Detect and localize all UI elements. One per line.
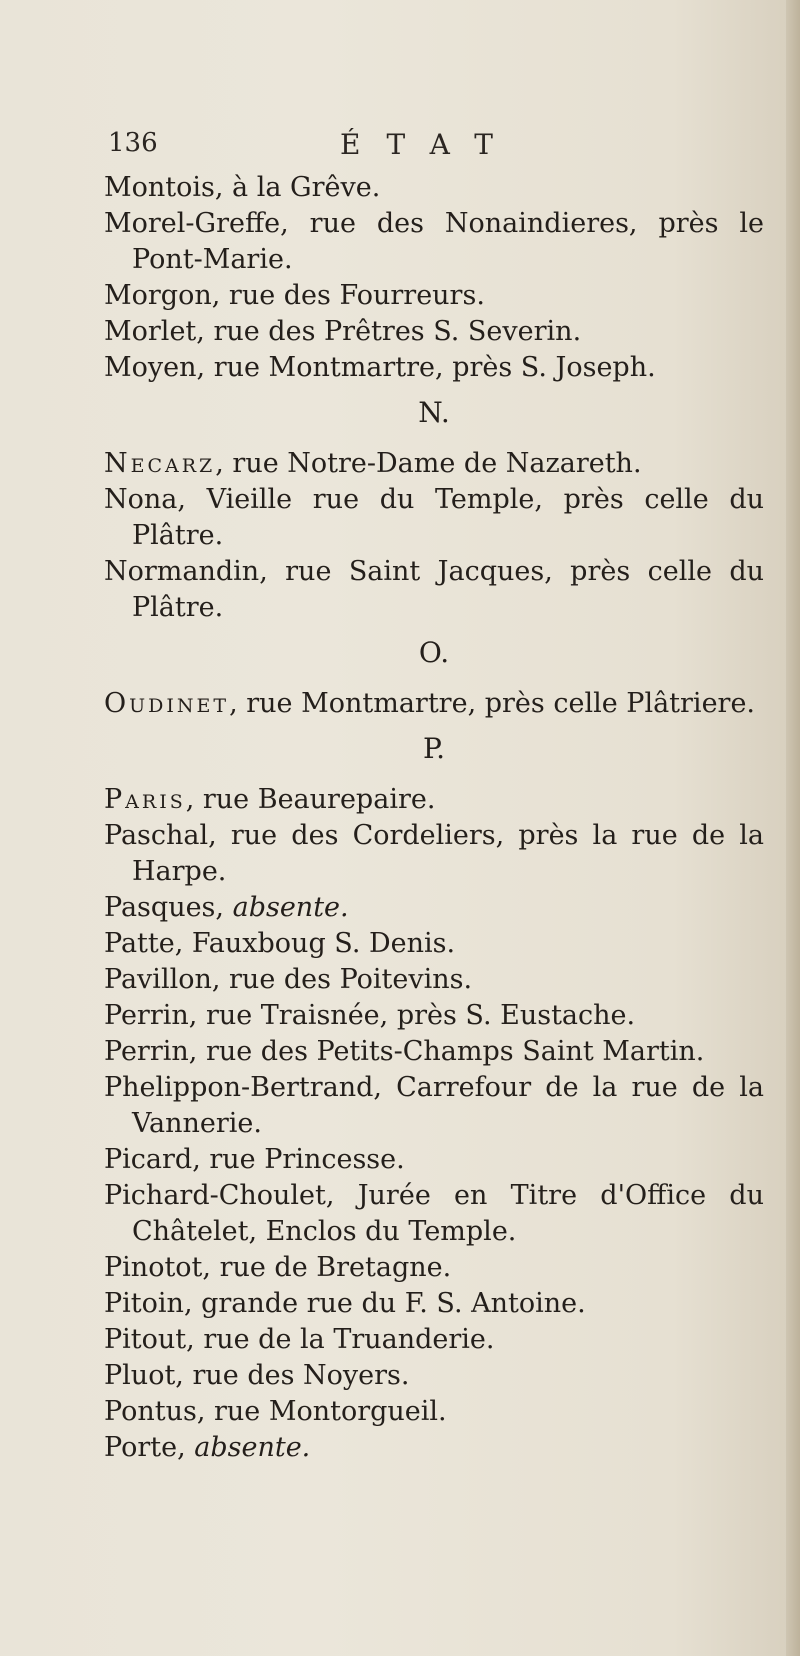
entry-address: , Vieille rue du Temple, près celle du Plâtre. <box>132 484 764 551</box>
entry-name: Pavillon <box>104 964 212 995</box>
entry-name: Montois <box>104 172 215 203</box>
entry-address: , <box>177 1432 195 1463</box>
directory-entry <box>104 1394 764 1430</box>
entry-name: Moyen <box>104 352 197 383</box>
directory-entry <box>104 782 764 818</box>
directory-entry <box>104 1178 764 1250</box>
directory-entry <box>104 1034 764 1070</box>
entry-name: Paschal <box>104 820 209 851</box>
entry-address: , rue des Noyers. <box>175 1360 410 1391</box>
entry-name: Perrin <box>104 1000 189 1031</box>
entry-name: Pontus <box>104 1396 197 1427</box>
entry-name: Pitout <box>104 1324 187 1355</box>
entry-address: , rue des Prêtres S. Severin. <box>196 316 582 347</box>
entry-name: Morgon <box>104 280 212 311</box>
entry-note: absente. <box>232 892 349 923</box>
running-title: ÉTAT <box>340 128 519 161</box>
entry-name: Porte <box>104 1432 178 1463</box>
directory-entry <box>104 446 764 482</box>
entry-name: Pichard-Choulet <box>104 1180 326 1211</box>
entry-address: , <box>215 892 233 923</box>
entry-name: Patte <box>104 928 175 959</box>
entry-address: , rue de la Truanderie. <box>186 1324 495 1355</box>
entry-note: absente. <box>194 1432 311 1463</box>
section-letter: P. <box>422 732 446 765</box>
directory-entry <box>104 170 764 206</box>
entry-name: Normandin <box>104 556 260 587</box>
directory-entry <box>104 1286 764 1322</box>
entry-name: Morlet <box>104 316 197 347</box>
directory-entry <box>104 1070 764 1142</box>
directory-entry <box>104 278 764 314</box>
entry-name: Paris <box>104 784 186 815</box>
entry-address: , rue Montmartre, près S. Joseph. <box>196 352 656 383</box>
entry-address: , rue Saint Jacques, près celle du Plâtre. <box>132 556 764 623</box>
entry-address: , rue Princesse. <box>192 1144 405 1175</box>
directory-entry <box>104 890 764 926</box>
directory-entry <box>104 1322 764 1358</box>
entry-address: , rue Beaurepaire. <box>185 784 436 815</box>
directory-entry <box>104 482 764 554</box>
directory-entry <box>104 998 764 1034</box>
entry-address: , rue des Cordeliers, près la rue de la Harpe. <box>132 820 764 887</box>
entry-name: Nona <box>104 484 178 515</box>
entry-address: , rue Montorgueil. <box>196 1396 447 1427</box>
directory-entry <box>104 818 764 890</box>
entry-name: Oudinet <box>104 688 230 719</box>
book-gutter <box>786 0 800 1656</box>
entry-name: Pasques <box>104 892 216 923</box>
directory-entry <box>104 1142 764 1178</box>
page-header <box>108 128 708 168</box>
entry-address: , Carrefour de la rue de la Vannerie. <box>132 1072 764 1139</box>
entry-address: , rue Traisnée, près S. Eustache. <box>188 1000 636 1031</box>
entry-address: , rue Montmartre, près celle Plâtriere. <box>229 688 756 719</box>
directory-entry <box>104 314 764 350</box>
entry-address: , rue des Nonaindieres, près le Pont-Marie. <box>132 208 764 275</box>
entry-name: Phelippon-Bertrand <box>104 1072 374 1103</box>
directory-list <box>104 170 764 1466</box>
page-number: 136 <box>108 128 158 158</box>
entry-name: Pitoin <box>104 1288 184 1319</box>
directory-entry <box>104 1430 764 1466</box>
directory-entry <box>104 350 764 386</box>
entry-address: , rue de Bretagne. <box>202 1252 452 1283</box>
entry-address: , à la Grêve. <box>214 172 381 203</box>
entry-name: Pinotot <box>104 1252 203 1283</box>
directory-entry <box>104 554 764 626</box>
section-letter: O. <box>418 636 450 669</box>
directory-entry <box>104 962 764 998</box>
entry-address: , Jurée en Titre d'Office du Châtelet, Enclos du Temple. <box>132 1180 764 1247</box>
entry-name: Picard <box>104 1144 193 1175</box>
directory-entry <box>104 206 764 278</box>
entry-address: , rue des Poitevins. <box>211 964 473 995</box>
section-letter: N. <box>418 396 450 429</box>
entry-name: Pluot <box>104 1360 176 1391</box>
entry-address: , rue Notre-Dame de Nazareth. <box>215 448 642 479</box>
entry-name: Morel-Greffe <box>104 208 281 239</box>
directory-entry <box>104 926 764 962</box>
directory-entry <box>104 1358 764 1394</box>
directory-entry <box>104 686 764 722</box>
entry-address: , Fauxboug S. Denis. <box>174 928 456 959</box>
entry-address: , grande rue du F. S. Antoine. <box>183 1288 586 1319</box>
directory-entry <box>104 1250 764 1286</box>
entry-name: Perrin <box>104 1036 189 1067</box>
entry-address: , rue des Fourreurs. <box>211 280 485 311</box>
entry-name: Necarz <box>104 448 216 479</box>
entry-address: , rue des Petits-Champs Saint Martin. <box>188 1036 705 1067</box>
